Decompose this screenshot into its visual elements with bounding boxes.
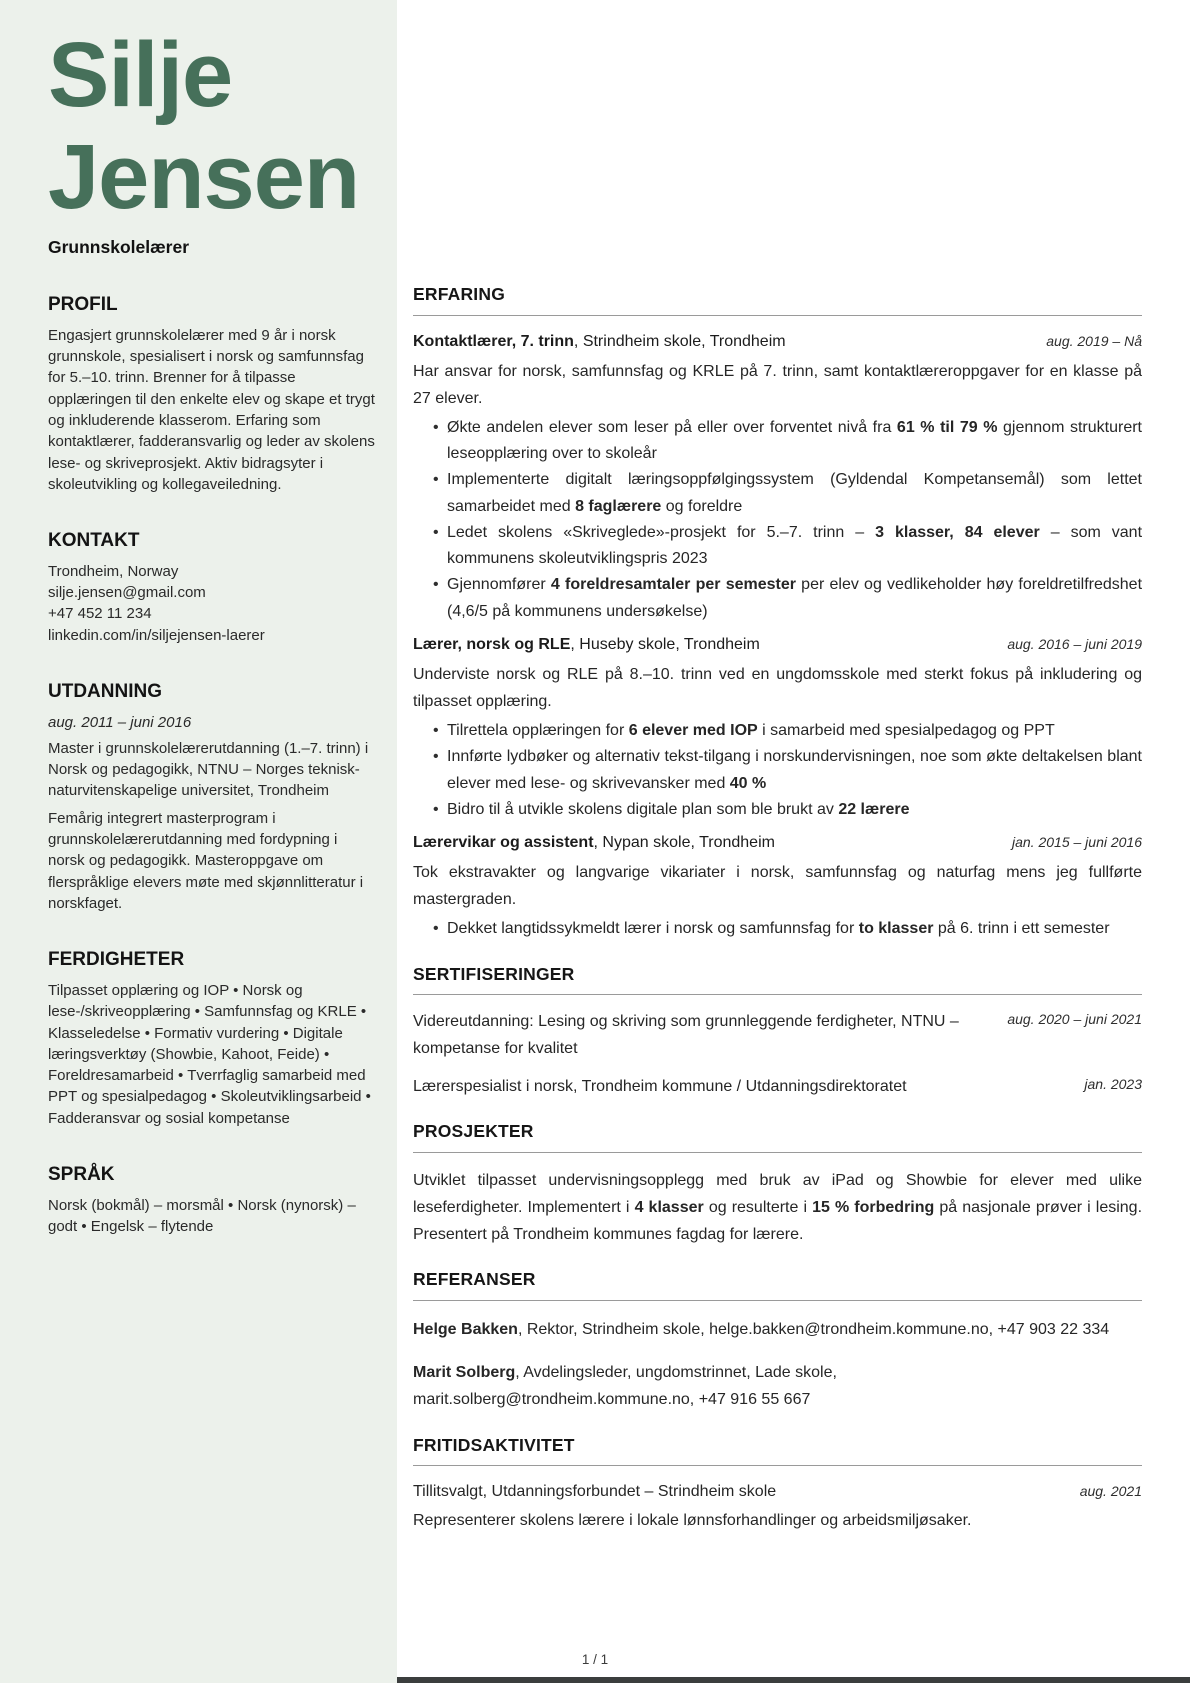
fritid-title: Tillitsvalgt, Utdanningsforbundet – Strindheim skole bbox=[413, 1483, 777, 1501]
project-text: Utviklet tilpasset undervisningsopplegg med bruk av iPad og Showbie for elever med ulike leseferdigheter. Implementert i 4 klasser og resulterte i 15 % forbedring på nasjonale prøver i lesing. Presentert på Trondheim kommunes fagdag for lærere. bbox=[413, 1172, 1143, 1244]
contact-location: Trondheim, Norway bbox=[48, 562, 179, 580]
job-bullets bbox=[413, 718, 1142, 823]
job-title: Kontaktlærer, 7. trinn, Strindheim skole, Trondheim bbox=[413, 332, 786, 350]
certification-entry bbox=[413, 1074, 1142, 1100]
sertifiseringer-section bbox=[413, 963, 1142, 1101]
education-description: Femårig integrert masterprogram i grunnskolelærerutdanning med fordypning i norsk og pedagogikk. Masteroppgave om flerspråklige elevers møte med skjønnlitteratur i norskfaget. bbox=[48, 809, 364, 912]
certification-text: Videreutdanning: Lesing og skriving som grunnleggende ferdigheter, NTNU – kompetanse for kvalitet bbox=[413, 1013, 959, 1057]
kontakt-section bbox=[48, 529, 375, 646]
fritidsaktivitet-heading: FRITIDSAKTIVITET bbox=[413, 1434, 1142, 1467]
job-bullets bbox=[413, 916, 1142, 942]
contact-linkedin: linkedin.com/in/siljejensen-laerer bbox=[48, 626, 265, 644]
job-entry bbox=[413, 831, 1142, 942]
certification-text: Lærerspesialist i norsk, Trondheim kommune / Utdanningsdirektoratet bbox=[413, 1078, 907, 1096]
education-date: aug. 2011 – juni 2016 bbox=[48, 713, 192, 731]
bullet-item: • Ledet skolens «Skriveglede»-prosjekt for 5.–7. trinn – 3 klasser, 84 elever – som vant kommunens skoleutviklingspris 2023 bbox=[413, 520, 1142, 572]
bullet-item: • Gjennomfører 4 foreldresamtaler per semester per elev og vedlikeholder høy foreldretilfredshet (4,6/5 på kommunens undersøkelse) bbox=[413, 572, 1142, 624]
ferdigheter-section bbox=[48, 948, 375, 1129]
bullet-item: • Tilrettela opplæringen for 6 elever med IOP i samarbeid med spesialpedagog og PPT bbox=[413, 718, 1142, 744]
bottom-edge-bar bbox=[397, 1677, 1190, 1683]
contact-phone: +47 452 11 234 bbox=[48, 605, 152, 623]
sprak-section bbox=[48, 1163, 375, 1237]
bullet-item: • Dekket langtidssykmeldt lærer i norsk og samfunnsfag for to klasser på 6. trinn i ett semester bbox=[413, 916, 1142, 942]
utdanning-section bbox=[48, 680, 375, 914]
person-role: Grunnskolelærer bbox=[48, 237, 190, 258]
referanser-section bbox=[413, 1268, 1142, 1413]
person-name-line2: Jensen bbox=[48, 126, 360, 229]
profil-text: Engasjert grunnskolelærer med 9 år i norsk grunnskole, spesialisert i norsk og samfunnsfag for 5.–10. trinn. Brenner for å tilpasse opplæringen til den enkelte elev og skape et trygt og inkluderende klasserom. Erfaring som kontaktlærer, fadderansvarlig og leder av skolens lese- og skriveprosjekt. Aktiv bidragsyter i skoleutvikling og kollegaveiledning. bbox=[48, 326, 375, 493]
profil-section bbox=[48, 293, 375, 495]
job-title: Lærervikar og assistent, Nypan skole, Trondheim bbox=[413, 834, 775, 852]
job-date: aug. 2016 – juni 2019 bbox=[1007, 635, 1142, 652]
bullet-item: • Implementerte digitalt læringsoppfølgingssystem (Gyldendal Kompetansemål) som lettet samarbeidet med 8 faglærere og foreldre bbox=[413, 467, 1142, 519]
profil-heading: PROFIL bbox=[48, 293, 118, 315]
job-summary: Tok ekstravakter og langvarige vikariater i norsk, samfunnsfag og naturfag mens jeg fullførte mastergraden. bbox=[413, 864, 1142, 909]
job-summary: Underviste norsk og RLE på 8.–10. trinn ved en ungdomsskole med sterkt fokus på inkludering og tilpasset opplæring. bbox=[413, 666, 1142, 711]
job-entry bbox=[413, 633, 1142, 823]
job-date: jan. 2015 – juni 2016 bbox=[1012, 834, 1142, 851]
erfaring-heading: ERFARING bbox=[413, 283, 1142, 316]
contact-email: silje.jensen@gmail.com bbox=[48, 584, 206, 602]
fritid-date: aug. 2021 bbox=[1079, 1483, 1142, 1500]
sidebar bbox=[0, 0, 397, 1683]
fritidsaktivitet-section bbox=[413, 1434, 1142, 1535]
bullet-item: • Innførte lydbøker og alternativ tekst-tilgang i norskundervisningen, noe som økte deltakelsen blant elever med lese- og skrivevansker med 40 % bbox=[413, 744, 1142, 796]
kontakt-heading: KONTAKT bbox=[48, 530, 140, 552]
prosjekter-section bbox=[413, 1120, 1142, 1248]
job-header bbox=[413, 633, 1142, 656]
certification-date: aug. 2020 – juni 2021 bbox=[1007, 1011, 1142, 1028]
referanser-heading: REFERANSER bbox=[413, 1268, 1142, 1301]
erfaring-section bbox=[413, 283, 1142, 943]
reference-entry: Helge Bakken, Rektor, Strindheim skole, helge.bakken@trondheim.kommune.no, +47 903 22 334 bbox=[413, 1321, 1110, 1339]
languages-text: Norsk (bokmål) – morsmål • Norsk (nynorsk) – godt • Engelsk – flytende bbox=[48, 1196, 356, 1236]
job-header bbox=[413, 831, 1142, 854]
education-degree: Master i grunnskolelærerutdanning (1.–7. trinn) i Norsk og pedagogikk, NTNU – Norges teknisk-naturvitenskapelige universitet, Trondheim bbox=[48, 739, 369, 800]
fritid-header bbox=[413, 1480, 1142, 1504]
job-bullets bbox=[413, 415, 1142, 625]
person-name-line1: Silje bbox=[48, 24, 233, 126]
utdanning-heading: UTDANNING bbox=[48, 681, 162, 703]
job-summary: Har ansvar for norsk, samfunnsfag og KRLE på 7. trinn, samt kontaktlæreroppgaver for en klasse på 27 elever. bbox=[413, 362, 1142, 407]
bullet-item: • Bidro til å utvikle skolens digitale plan som ble brukt av 22 lærere bbox=[413, 797, 1142, 823]
reference-entry: Marit Solberg, Avdelingsleder, ungdomstrinnet, Lade skole, marit.solberg@trondheim.kommune.no, +47 916 55 667 bbox=[413, 1363, 837, 1408]
certification-date: jan. 2023 bbox=[1084, 1076, 1142, 1093]
ferdigheter-heading: FERDIGHETER bbox=[48, 949, 185, 971]
person-name bbox=[48, 24, 375, 228]
sertifiseringer-heading: SERTIFISERINGER bbox=[413, 963, 1142, 996]
fritid-description: Representerer skolens lærere i lokale lønnsforhandlinger og arbeidsmiljøsaker. bbox=[413, 1512, 972, 1530]
page-number: 1 / 1 bbox=[581, 1652, 609, 1667]
job-title: Lærer, norsk og RLE, Huseby skole, Trondheim bbox=[413, 635, 760, 653]
job-date: aug. 2019 – Nå bbox=[1046, 332, 1142, 349]
bullet-item: • Økte andelen elever som leser på eller over forventet nivå fra 61 % til 79 % gjennom strukturert leseopplæring over to skoleår bbox=[413, 415, 1142, 467]
sprak-heading: SPRÅK bbox=[48, 1163, 115, 1185]
job-header bbox=[413, 330, 1142, 353]
prosjekter-heading: PROSJEKTER bbox=[413, 1120, 1142, 1153]
main-column bbox=[397, 0, 1190, 1683]
skills-text: Tilpasset opplæring og IOP • Norsk og lese-/skriveopplæring • Samfunnsfag og KRLE • Klasseledelse • Formativ vurdering • Digitale læringsverktøy (Showbie, Kahoot, Feide) • Foreldresamarbeid • Tverrfaglig samarbeid med PPT og spesialpedagog • Skoleutviklingsarbeid • Fadderansvar og sosial kompetanse bbox=[48, 981, 371, 1127]
certification-entry bbox=[413, 1009, 1142, 1062]
job-entry bbox=[413, 330, 1142, 625]
